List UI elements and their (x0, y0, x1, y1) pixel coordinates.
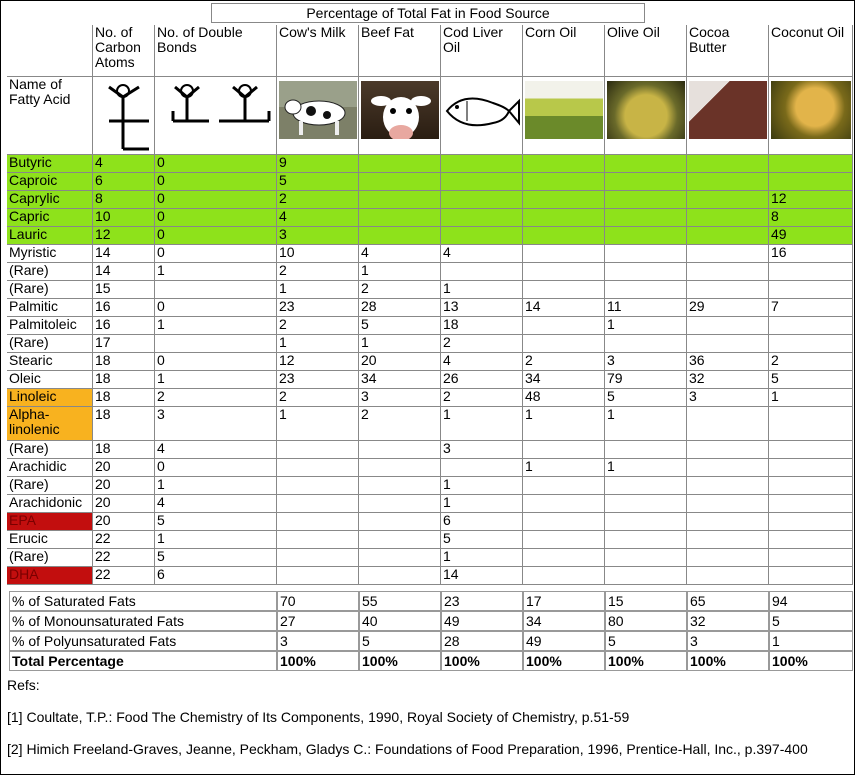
fat-percentage: 4 (441, 353, 523, 371)
fat-percentage (769, 155, 853, 173)
fat-percentage (277, 567, 359, 585)
fat-percentage (523, 441, 605, 459)
fat-percentage (523, 567, 605, 585)
fatty-acid-name: Palmitic (7, 299, 93, 317)
summary-value: 15 (605, 591, 687, 611)
double-bonds: 0 (155, 155, 277, 173)
fat-percentage: 1 (441, 407, 523, 441)
fat-percentage: 1 (605, 459, 687, 477)
fat-percentage (769, 173, 853, 191)
fat-percentage (523, 245, 605, 263)
fatty-acid-name: (Rare) (7, 335, 93, 353)
fat-percentage (605, 531, 687, 549)
double-bonds: 1 (155, 263, 277, 281)
summary-value: 32 (687, 611, 769, 631)
double-bonds: 0 (155, 173, 277, 191)
fat-percentage (605, 209, 687, 227)
summary-value: 100% (523, 651, 605, 671)
carbon-atoms: 20 (93, 513, 155, 531)
fat-percentage (687, 191, 769, 209)
fat-percentage (769, 281, 853, 299)
fatty-acid-name: (Rare) (7, 441, 93, 459)
double-bonds: 6 (155, 567, 277, 585)
fat-percentage (277, 549, 359, 567)
summary-value: 40 (359, 611, 441, 631)
fat-percentage (359, 513, 441, 531)
fat-percentage (687, 407, 769, 441)
fat-percentage (605, 477, 687, 495)
header-source: Cod Liver Oil (441, 25, 523, 77)
fat-percentage (359, 173, 441, 191)
summary-label: % of Monounsaturated Fats (9, 611, 277, 631)
summary-value: 49 (523, 631, 605, 651)
double-bonds: 2 (155, 389, 277, 407)
fat-percentage (359, 495, 441, 513)
fat-percentage (687, 281, 769, 299)
fat-percentage (359, 209, 441, 227)
fatty-acid-name: Lauric (7, 227, 93, 245)
fat-percentage: 12 (769, 191, 853, 209)
fat-percentage (605, 155, 687, 173)
header-source: Corn Oil (523, 25, 605, 77)
header-double-bonds: No. of Double Bonds (155, 25, 277, 77)
fat-percentage (769, 317, 853, 335)
fat-percentage: 1 (441, 495, 523, 513)
image-cell (93, 77, 155, 155)
fat-percentage: 1 (277, 281, 359, 299)
carbon-atoms: 20 (93, 495, 155, 513)
fat-percentage: 5 (441, 531, 523, 549)
fat-percentage (441, 227, 523, 245)
fat-percentage (687, 263, 769, 281)
fat-percentage: 5 (605, 389, 687, 407)
fat-percentage: 20 (359, 353, 441, 371)
fat-percentage (687, 441, 769, 459)
fat-percentage (687, 477, 769, 495)
image-cell (523, 77, 605, 155)
fat-percentage: 32 (687, 371, 769, 389)
summary-value: 3 (277, 631, 359, 651)
fat-percentage (277, 459, 359, 477)
summary-value: 27 (277, 611, 359, 631)
summary-value: 55 (359, 591, 441, 611)
double-bonds: 0 (155, 209, 277, 227)
fat-percentage (605, 245, 687, 263)
fat-percentage: 29 (687, 299, 769, 317)
fatty-acid-name: Palmitoleic (7, 317, 93, 335)
fat-percentage: 26 (441, 371, 523, 389)
fat-percentage: 1 (441, 281, 523, 299)
fat-percentage (359, 531, 441, 549)
carbon-atoms: 16 (93, 299, 155, 317)
fatty-acid-name: Butyric (7, 155, 93, 173)
fatty-acid-name: Arachidonic (7, 495, 93, 513)
carbon-atoms: 14 (93, 263, 155, 281)
fat-percentage: 9 (277, 155, 359, 173)
double-bonds: 0 (155, 245, 277, 263)
image-cell (359, 77, 441, 155)
summary-value: 3 (687, 631, 769, 651)
summary-value: 100% (359, 651, 441, 671)
summary-value: 1 (769, 631, 853, 651)
fat-percentage (769, 567, 853, 585)
fat-percentage (523, 335, 605, 353)
fat-percentage (523, 281, 605, 299)
summary-label: Total Percentage (9, 651, 277, 671)
fat-percentage: 2 (277, 191, 359, 209)
summary-label: % of Saturated Fats (9, 591, 277, 611)
fat-percentage: 10 (277, 245, 359, 263)
fatty-acid-name: Capric (7, 209, 93, 227)
fat-percentage: 2 (277, 317, 359, 335)
fat-percentage (605, 549, 687, 567)
fat-percentage (687, 209, 769, 227)
carbon-atoms: 8 (93, 191, 155, 209)
fat-percentage: 79 (605, 371, 687, 389)
fat-percentage (769, 549, 853, 567)
fat-percentage: 1 (277, 407, 359, 441)
fat-percentage: 34 (523, 371, 605, 389)
fat-percentage (769, 477, 853, 495)
double-bonds: 1 (155, 371, 277, 389)
fat-percentage (605, 441, 687, 459)
fat-percentage: 34 (359, 371, 441, 389)
fat-percentage (605, 335, 687, 353)
fat-percentage (277, 477, 359, 495)
fat-percentage: 13 (441, 299, 523, 317)
fat-percentage (523, 155, 605, 173)
fat-percentage: 4 (359, 245, 441, 263)
fatty-acid-name: Arachidic (7, 459, 93, 477)
fat-percentage: 16 (769, 245, 853, 263)
fat-percentage (523, 173, 605, 191)
fat-percentage (605, 263, 687, 281)
fat-percentage (605, 495, 687, 513)
fat-percentage: 3 (687, 389, 769, 407)
carbon-atoms: 22 (93, 567, 155, 585)
header-blank (7, 25, 93, 77)
fat-percentage: 1 (523, 459, 605, 477)
carbon-atoms: 18 (93, 407, 155, 441)
fat-percentage: 2 (523, 353, 605, 371)
fatty-acid-name: Stearic (7, 353, 93, 371)
double-bonds (155, 335, 277, 353)
fatty-acid-name: Erucic (7, 531, 93, 549)
fat-percentage (687, 335, 769, 353)
summary-value: 100% (441, 651, 523, 671)
fat-percentage: 12 (277, 353, 359, 371)
fat-percentage: 2 (277, 263, 359, 281)
summary-value: 65 (687, 591, 769, 611)
summary-value: 49 (441, 611, 523, 631)
fat-percentage: 3 (605, 353, 687, 371)
fatty-acid-name: (Rare) (7, 263, 93, 281)
carbon-atoms: 12 (93, 227, 155, 245)
header-source: Olive Oil (605, 25, 687, 77)
fatty-acid-name: Caproic (7, 173, 93, 191)
fatty-acid-name: (Rare) (7, 549, 93, 567)
fat-percentage (769, 407, 853, 441)
fat-percentage (687, 317, 769, 335)
carbon-atoms: 17 (93, 335, 155, 353)
summary-value: 5 (769, 611, 853, 631)
fat-percentage: 1 (359, 263, 441, 281)
fat-percentage (769, 531, 853, 549)
fat-percentage (687, 459, 769, 477)
fat-percentage (687, 245, 769, 263)
fat-percentage: 36 (687, 353, 769, 371)
header-source: Cocoa Butter (687, 25, 769, 77)
fat-percentage (605, 227, 687, 245)
fat-percentage: 4 (441, 245, 523, 263)
summary-value: 80 (605, 611, 687, 631)
double-bonds: 0 (155, 299, 277, 317)
double-bonds: 1 (155, 477, 277, 495)
fat-percentage (359, 227, 441, 245)
fat-percentage: 2 (359, 281, 441, 299)
fat-percentage (523, 513, 605, 531)
double-bonds: 3 (155, 407, 277, 441)
image-cell (155, 77, 277, 155)
image-cell (769, 77, 853, 155)
fat-percentage: 5 (277, 173, 359, 191)
fat-percentage: 23 (277, 371, 359, 389)
fat-percentage: 3 (441, 441, 523, 459)
fat-percentage (687, 227, 769, 245)
fat-percentage (687, 513, 769, 531)
fatty-acid-name: Caprylic (7, 191, 93, 209)
fat-percentage: 48 (523, 389, 605, 407)
summary-value: 28 (441, 631, 523, 651)
summary-value: 34 (523, 611, 605, 631)
double-bonds: 5 (155, 513, 277, 531)
fat-percentage (277, 441, 359, 459)
carbon-atoms: 20 (93, 459, 155, 477)
header-source: Cow's Milk (277, 25, 359, 77)
fat-percentage (441, 263, 523, 281)
fat-percentage: 1 (605, 317, 687, 335)
carbon-atoms: 18 (93, 389, 155, 407)
summary-value: 100% (687, 651, 769, 671)
refs-label: Refs: (7, 677, 40, 693)
double-bonds: 0 (155, 459, 277, 477)
fat-percentage: 11 (605, 299, 687, 317)
fat-percentage: 49 (769, 227, 853, 245)
image-cell (441, 77, 523, 155)
fat-percentage (441, 173, 523, 191)
carbon-atoms: 18 (93, 353, 155, 371)
fat-percentage: 8 (769, 209, 853, 227)
image-cell (687, 77, 769, 155)
fat-percentage (605, 513, 687, 531)
fat-percentage: 1 (769, 389, 853, 407)
fat-percentage (441, 209, 523, 227)
fat-percentage: 6 (441, 513, 523, 531)
summary-value: 70 (277, 591, 359, 611)
fat-percentage: 1 (523, 407, 605, 441)
double-bonds: 1 (155, 531, 277, 549)
fat-percentage: 2 (359, 407, 441, 441)
fat-percentage (359, 477, 441, 495)
fat-percentage (441, 191, 523, 209)
carbon-atoms: 18 (93, 441, 155, 459)
fat-percentage (687, 567, 769, 585)
fat-percentage: 1 (605, 407, 687, 441)
fat-percentage (277, 531, 359, 549)
fat-percentage (687, 173, 769, 191)
fat-percentage: 1 (441, 549, 523, 567)
fat-percentage (441, 155, 523, 173)
carbon-atoms: 22 (93, 531, 155, 549)
summary-value: 5 (605, 631, 687, 651)
fat-percentage (769, 441, 853, 459)
fat-percentage: 28 (359, 299, 441, 317)
fat-percentage: 2 (441, 335, 523, 353)
fat-percentage: 2 (441, 389, 523, 407)
fat-percentage: 4 (277, 209, 359, 227)
fat-percentage (769, 263, 853, 281)
ref-2: [2] Himich Freeland-Graves, Jeanne, Peckham, Gladys C.: Foundations of Food Preparation, 1996, Prentice-Hall, Inc., p.397-400 (7, 741, 808, 757)
fat-percentage (769, 495, 853, 513)
fat-percentage (277, 495, 359, 513)
image-cell (277, 77, 359, 155)
fat-percentage (359, 549, 441, 567)
fat-percentage: 14 (523, 299, 605, 317)
fat-percentage (523, 227, 605, 245)
fat-percentage (687, 495, 769, 513)
fat-percentage (359, 567, 441, 585)
summary-value: 5 (359, 631, 441, 651)
carbon-atoms: 18 (93, 371, 155, 389)
fat-percentage (523, 549, 605, 567)
fat-percentage: 2 (277, 389, 359, 407)
fat-percentage (359, 441, 441, 459)
fat-percentage (769, 513, 853, 531)
fat-percentage (523, 531, 605, 549)
header-name: Name of Fatty Acid (7, 77, 93, 155)
fat-percentage (523, 495, 605, 513)
fat-percentage (523, 209, 605, 227)
fat-percentage (359, 459, 441, 477)
double-bonds: 0 (155, 353, 277, 371)
fat-percentage (605, 281, 687, 299)
summary-value: 100% (769, 651, 853, 671)
summary-label: % of Polyunsaturated Fats (9, 631, 277, 651)
fat-percentage (359, 191, 441, 209)
header-carbons: No. of Carbon Atoms (93, 25, 155, 77)
carbon-atoms: 14 (93, 245, 155, 263)
fat-percentage (605, 191, 687, 209)
fat-percentage (523, 263, 605, 281)
carbon-atoms: 22 (93, 549, 155, 567)
summary-value: 94 (769, 591, 853, 611)
double-bonds (155, 281, 277, 299)
fat-percentage: 1 (441, 477, 523, 495)
table-title: Percentage of Total Fat in Food Source (211, 3, 645, 23)
fat-percentage (359, 155, 441, 173)
fatty-acid-name: DHA (7, 567, 93, 585)
fat-percentage: 23 (277, 299, 359, 317)
ref-1: [1] Coultate, T.P.: Food The Chemistry of Its Components, 1990, Royal Society of Chemistry, p.51-59 (7, 709, 630, 725)
fat-percentage: 5 (359, 317, 441, 335)
fatty-acid-name: Myristic (7, 245, 93, 263)
fat-percentage (523, 317, 605, 335)
summary-value: 17 (523, 591, 605, 611)
header-source: Beef Fat (359, 25, 441, 77)
carbon-atoms: 16 (93, 317, 155, 335)
fatty-acid-name: Oleic (7, 371, 93, 389)
double-bonds: 5 (155, 549, 277, 567)
fat-percentage: 2 (769, 353, 853, 371)
double-bonds: 0 (155, 227, 277, 245)
fat-percentage: 3 (359, 389, 441, 407)
fatty-acid-name: Linoleic (7, 389, 93, 407)
carbon-atoms: 6 (93, 173, 155, 191)
header-source: Coconut Oil (769, 25, 853, 77)
summary-value: 23 (441, 591, 523, 611)
fat-percentage (769, 459, 853, 477)
fat-percentage: 7 (769, 299, 853, 317)
fatty-acid-name: Alpha-linolenic (7, 407, 93, 441)
fat-percentage (687, 155, 769, 173)
fat-percentage (687, 549, 769, 567)
fatty-acid-name: (Rare) (7, 281, 93, 299)
fatty-acid-name: EPA (7, 513, 93, 531)
double-bonds: 0 (155, 191, 277, 209)
fat-percentage: 18 (441, 317, 523, 335)
fat-percentage (605, 567, 687, 585)
fat-percentage (523, 191, 605, 209)
image-cell (605, 77, 687, 155)
fat-percentage: 5 (769, 371, 853, 389)
double-bonds: 4 (155, 495, 277, 513)
carbon-atoms: 10 (93, 209, 155, 227)
fat-percentage (769, 335, 853, 353)
summary-value: 100% (277, 651, 359, 671)
fat-percentage: 14 (441, 567, 523, 585)
fat-percentage (277, 513, 359, 531)
summary-value: 100% (605, 651, 687, 671)
fat-percentage (523, 477, 605, 495)
fat-percentage: 3 (277, 227, 359, 245)
fat-percentage (687, 531, 769, 549)
fat-percentage (441, 459, 523, 477)
fatty-acid-name: (Rare) (7, 477, 93, 495)
carbon-atoms: 20 (93, 477, 155, 495)
carbon-atoms: 4 (93, 155, 155, 173)
double-bonds: 1 (155, 317, 277, 335)
fat-percentage (605, 173, 687, 191)
carbon-atoms: 15 (93, 281, 155, 299)
fat-percentage: 1 (359, 335, 441, 353)
double-bonds: 4 (155, 441, 277, 459)
fat-percentage: 1 (277, 335, 359, 353)
